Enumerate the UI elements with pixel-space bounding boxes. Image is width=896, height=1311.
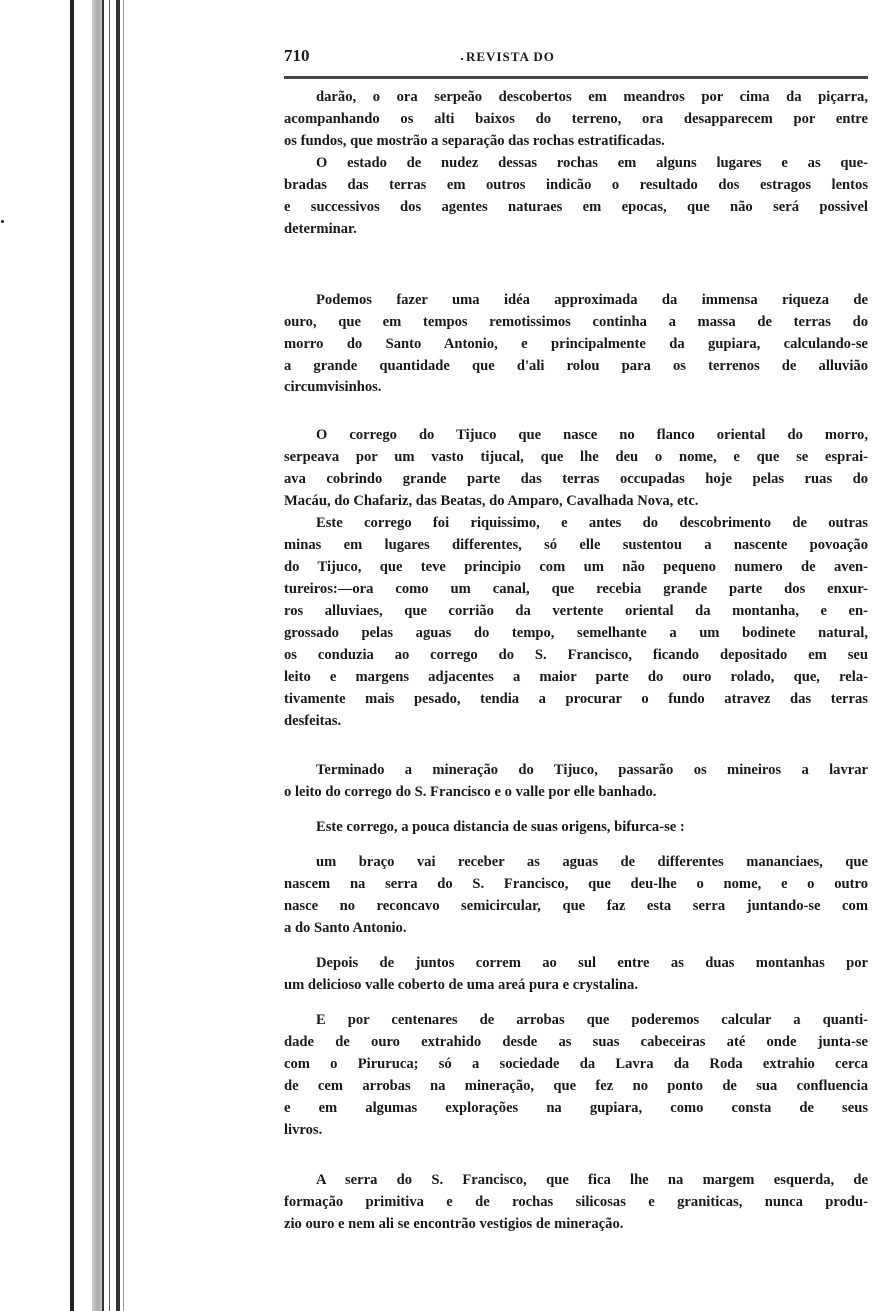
text-line: tivamente mais pesado, tendia a procurar o fundo atravez das terras [284, 691, 868, 707]
text-line: de cem arrobas na mineração, que fez no ponto de sua confluencia [284, 1078, 868, 1094]
text-line: a grande quantidade que d'ali rolou para os terrenos de alluvião [284, 358, 868, 374]
text-line: O corrego do Tijuco que nasce no flanco oriental do morro, [316, 427, 868, 443]
text-line: bradas das terras em outros indicão o resultado dos estragos lentos [284, 177, 868, 193]
scan-speck [1, 220, 4, 223]
book-binding-line [109, 0, 110, 1311]
book-binding-line [102, 0, 104, 1311]
page-number: 710 [284, 46, 310, 65]
text-line: morro do Santo Antonio, e principalmente da gupiara, calculando-se [284, 336, 868, 352]
text-line: E por centenares de arrobas que poderemos calcular a quanti- [316, 1012, 868, 1028]
book-binding-line [116, 0, 120, 1311]
text-line: e successivos dos agentes naturaes em epocas, que não será possivel [284, 199, 868, 215]
header-dot [461, 58, 463, 60]
text-line: os conduzia ao corrego do S. Francisco, ficando depositado em seu [284, 647, 868, 663]
text-line: Macáu, do Chafariz, das Beatas, do Amparo, Cavalhada Nova, etc. [284, 493, 699, 509]
text-line: Terminado a mineração do Tijuco, passarão os mineiros a lavrar [316, 762, 868, 778]
text-line: acompanhando os alti baixos do terreno, ora desapparecem por entre [284, 111, 868, 127]
text-line: livros. [284, 1122, 323, 1138]
text-line: serpeava por um vasto tijucal, que lhe deu o nome, e que se esprai- [284, 449, 868, 465]
text-line: zio ouro e nem ali se encontrão vestigios de mineração. [284, 1216, 624, 1232]
text-line: dade de ouro extrahido desde as suas cabeceiras até onde junta-se [284, 1034, 868, 1050]
text-line: nascem na serra do S. Francisco, que deu-lhe o nome, e o outro [284, 876, 868, 892]
text-line: desfeitas. [284, 713, 342, 729]
header-rule [284, 76, 868, 79]
text-line: e em algumas explorações na gupiara, como consta de seus [284, 1100, 868, 1116]
book-binding-line [123, 0, 124, 1311]
text-line: o leito do corrego do S. Francisco e o valle por elle banhado. [284, 784, 657, 800]
text-line: circumvisinhos. [284, 379, 382, 395]
text-line: os fundos, que mostrão a separação das rochas estratificadas. [284, 133, 665, 149]
text-line: ouro, que em tempos remotissimos continha a massa de terras do [284, 314, 868, 330]
text-line: minas em lugares differentes, só elle sustentou a nascente povoação [284, 537, 868, 553]
text-line: O estado de nudez dessas rochas em alguns lugares e as que- [316, 155, 868, 171]
text-line: Podemos fazer uma idéa approximada da immensa riqueza de [316, 292, 868, 308]
running-title: REVISTA DO [466, 49, 555, 64]
text-line: do Tijuco, que teve principio com um não pequeno numero de aven- [284, 559, 868, 575]
text-line: Este corrego foi riquissimo, e antes do descobrimento de outras [316, 515, 868, 531]
text-line: tureiros:—ora como um canal, que recebia grande parte dos enxur- [284, 581, 868, 597]
text-line: leito e margens adjacentes a maior parte do ouro rolado, que, rela- [284, 669, 868, 685]
book-binding-edge [70, 0, 74, 1311]
text-line: a do Santo Antonio. [284, 920, 407, 936]
text-line: determinar. [284, 221, 357, 237]
text-line: Depois de juntos correm ao sul entre as duas montanhas por [316, 955, 868, 971]
text-line: formação primitiva e de rochas silicosas e graniticas, nunca produ- [284, 1194, 868, 1210]
text-line: ros alluviaes, que corrião da vertente oriental da montanha, e en- [284, 603, 868, 619]
text-line: ava cobrindo grande parte das terras occupadas hoje pelas ruas do [284, 471, 868, 487]
text-line: grossado pelas aguas do tempo, semelhante a um bodinete natural, [284, 625, 868, 641]
text-line: nasce no reconcavo semicircular, que faz esta serra juntando-se com [284, 898, 868, 914]
text-line: com o Piruruca; só a sociedade da Lavra da Roda extrahio cerca [284, 1056, 868, 1072]
text-line: um delicioso valle coberto de uma areá pura e crystalina. [284, 977, 638, 993]
text-line: um braço vai receber as aguas de differentes mananciaes, que [316, 854, 868, 870]
text-line: Este corrego, a pouca distancia de suas origens, bifurca-se : [316, 819, 685, 835]
text-line: darão, o ora serpeão descobertos em meandros por cima da piçarra, [316, 89, 868, 105]
text-line: A serra do S. Francisco, que fica lhe na margem esquerda, de [316, 1172, 868, 1188]
